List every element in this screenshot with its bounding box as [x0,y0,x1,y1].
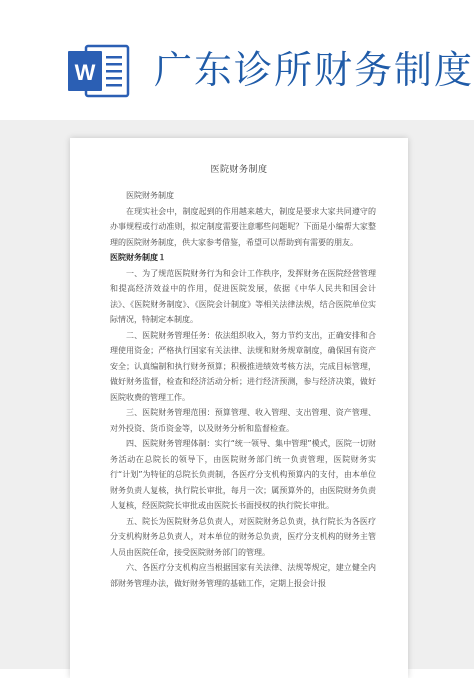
document-page [70,138,408,678]
paragraph: 一、为了规范医院财务行为和会计工作秩序，发挥财务在医院经营管理和提高经济效益中的作用，促进医院发展，依据《中华人民共和国会计法》、《医院财务制度》、《医院会计制度》等相关法律法规，结合医院单位实际情况，特制定本制度。 [110,268,376,324]
paragraph: 五、院长为医院财务总负责人，对医院财务总负责，执行院长为各医疗分支机构财务总负责人，对本单位的财务总负责，医疗分支机构的财务主管人员由医院任命，接受医院财务部门的管理。 [110,516,376,557]
document-preview-area [0,120,474,669]
header-banner [0,0,474,120]
paragraph: 四、医院财务管理体制：实行“统一领导、集中管理”模式，医院一切财务活动在总院长的领导下，由医院财务部门统一负责管理，医院财务实行“计划”为特征的总院长负责制，各医疗分支机构预算内的支付，由本单位财务负责人复核，执行院长审批，每月一次；属预算外的，由医院财务负责人复核，经医院院长审批或由医院长书面授权的执行院长审批。 [110,439,376,510]
paragraph: 二、医院财务管理任务：依法组织收入，努力节约支出，正确安排和合理使用资金；严格执行国家有关法律、法规和财务规章制度，确保国有资产安全；认真编制和执行财务预算；积极推进绩效考核方法，完成目标管理，做好财务监督，检查和经济活动分析；进行经济预测，参与经济决策，做好医院收费的管理工作。 [110,330,376,402]
word-icon-letter: W [74,60,96,85]
section-heading: 医院财务制度１ [110,253,166,262]
page-fade-overlay [70,588,408,678]
word-document-icon [66,42,132,100]
document-body [110,188,376,591]
paragraph: 在现实社会中，制度起到的作用越来越大，制度是要求大家共同遵守的办事规程或行动准则，拟定制度需要注意哪些问题呢？下面是小编帮大家整理的医院财务制度，供大家参考借鉴，希望可以帮助到有需要的朋友。 [110,206,376,247]
paragraph: 三、医院财务管理范围：预算管理、收入管理、支出管理、资产管理、对外投资、货币资金等，以及财务分析和监督检查。 [110,408,376,433]
document-title: 医院财务制度 [210,165,268,175]
paragraph: 六、各医疗分支机构应当根据国家有关法律、法规等规定，建立健全内部财务管理办法，做好财务管理的基础工作，定期上报会计报 [110,563,376,588]
paragraph: 医院财务制度 [126,191,174,200]
page-title: 广东诊所财务制度 [154,48,474,92]
